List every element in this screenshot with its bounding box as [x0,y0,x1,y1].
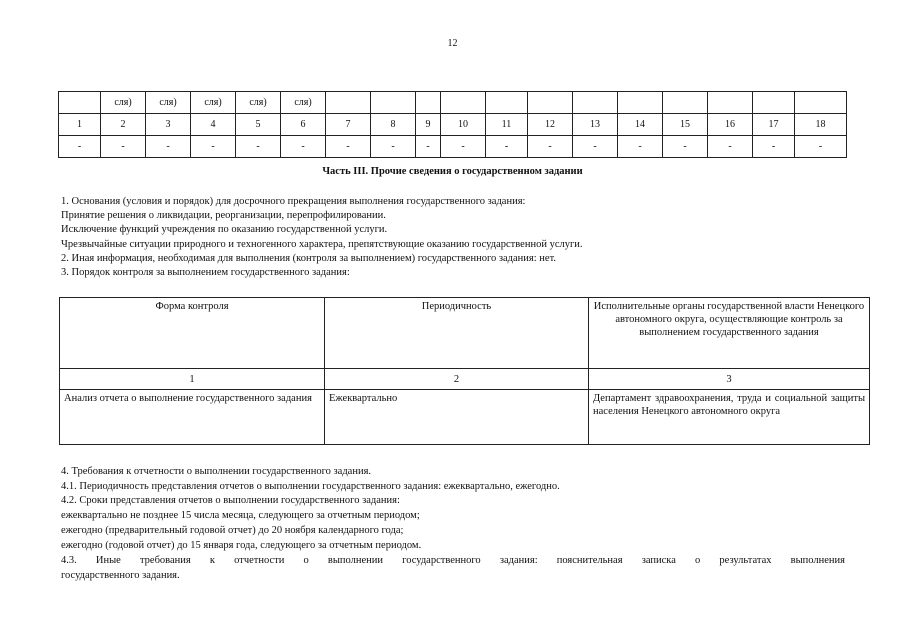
table-cell: - [281,136,326,158]
section-4-2-line: ежегодно (годовой отчет) до 15 января года, следующего за отчетным периодом. [61,540,422,551]
control-table [59,297,870,445]
table-header-row [59,92,847,114]
table-cell: 16 [708,114,753,136]
table-cell [486,92,528,114]
table-cell [708,92,753,114]
table-cell: - [528,136,573,158]
table-cell [753,92,795,114]
table-cell: 17 [753,114,795,136]
table-cell: - [371,136,416,158]
table-cell: 14 [618,114,663,136]
section-3-heading: 3. Порядок контроля за выполнением государственного задания: [61,267,350,278]
table-cell: 7 [326,114,371,136]
column-header: Исполнительные органы государственной власти Ненецкого автономного округа, осуществляющие контроль за выполнением государственного задания [589,298,870,369]
table-cell: - [795,136,847,158]
table-cell: 9 [416,114,441,136]
table-cell: 10 [441,114,486,136]
table-cell: сля) [146,92,191,114]
control-table-header-row [60,298,870,369]
table-number-row [59,114,847,136]
table-cell: 12 [528,114,573,136]
table-cell [326,92,371,114]
table-cell: 3 [146,114,191,136]
section-1-line: Исключение функций учреждения по оказанию государственной услуги. [61,224,388,235]
table-cell: - [59,136,101,158]
column-header: Периодичность [325,298,589,369]
table-cell [795,92,847,114]
table-row [60,390,870,445]
table-cell: - [146,136,191,158]
table-cell: - [486,136,528,158]
authority-cell: Департамент здравоохранения, труда и социальной защиты населения Ненецкого автономного округа [589,390,870,445]
table-cell: - [618,136,663,158]
section-1-heading: 1. Основания (условия и порядок) для досрочного прекращения выполнения государственного задания: [61,196,526,207]
control-table-number-row [60,369,870,390]
table-cell: - [191,136,236,158]
table-cell: - [753,136,795,158]
table-cell: - [416,136,441,158]
table-cell [59,92,101,114]
table-cell: - [708,136,753,158]
section-4-3-text: 4.3. Иные требования к отчетности о выполнении государственного задания: пояснительная записка о результатах выполнения [61,555,845,566]
table-cell: - [236,136,281,158]
table-cell: 5 [236,114,281,136]
table-dash-row [59,136,847,158]
table-cell [528,92,573,114]
table-cell: 8 [371,114,416,136]
table-cell: сля) [281,92,326,114]
table-cell: 11 [486,114,528,136]
part-title: Часть III. Прочие сведения о государственном задании [322,166,583,177]
table-cell: сля) [191,92,236,114]
table-cell: 4 [191,114,236,136]
section-4-1-text: 4.1. Периодичность представления отчетов о выполнении государственного задания: ежеквартально, ежегодно. [61,481,560,492]
table-cell: 2 [101,114,146,136]
table-cell: - [441,136,486,158]
table-cell [573,92,618,114]
table-cell [663,92,708,114]
table-cell: сля) [236,92,281,114]
table-cell: - [573,136,618,158]
table-cell [416,92,441,114]
table-cell: 1 [60,369,325,390]
section-2-text: 2. Иная информация, необходимая для выполнения (контроля за выполнением) государственного задания: нет. [61,253,556,264]
section-4-2-line: ежеквартально не позднее 15 числа месяца, следующего за отчетным периодом; [61,510,420,521]
section-4-heading: 4. Требования к отчетности о выполнении государственного задания. [61,466,372,477]
table-cell: сля) [101,92,146,114]
table-cell: - [663,136,708,158]
column-header: Форма контроля [60,298,325,369]
periodicity-cell: Ежеквартально [325,390,589,445]
table-cell: - [101,136,146,158]
section-1-line: Чрезвычайные ситуации природного и техногенного характера, препятствующие оказанию государственной услуги. [61,239,583,250]
table-cell: 15 [663,114,708,136]
section-4-2-line: ежегодно (предварительный годовой отчет) до 20 ноября календарного года; [61,525,404,536]
table-cell: 3 [589,369,870,390]
table-cell: 1 [59,114,101,136]
table-cell: 2 [325,369,589,390]
table-cell: - [326,136,371,158]
control-form-cell: Анализ отчета о выполнение государственного задания [60,390,325,445]
table-cell [371,92,416,114]
table-cell [618,92,663,114]
section-4-2-heading: 4.2. Сроки представления отчетов о выполнении государственного задания: [61,495,400,506]
table-cell: 18 [795,114,847,136]
table-cell [441,92,486,114]
indicator-table-continuation [58,91,847,158]
section-4-3-text-continued: государственного задания. [61,570,180,581]
table-cell: 13 [573,114,618,136]
table-cell: 6 [281,114,326,136]
section-1-line: Принятие решения о ликвидации, реорганизации, перепрофилировании. [61,210,386,221]
page-number: 12 [447,38,458,49]
